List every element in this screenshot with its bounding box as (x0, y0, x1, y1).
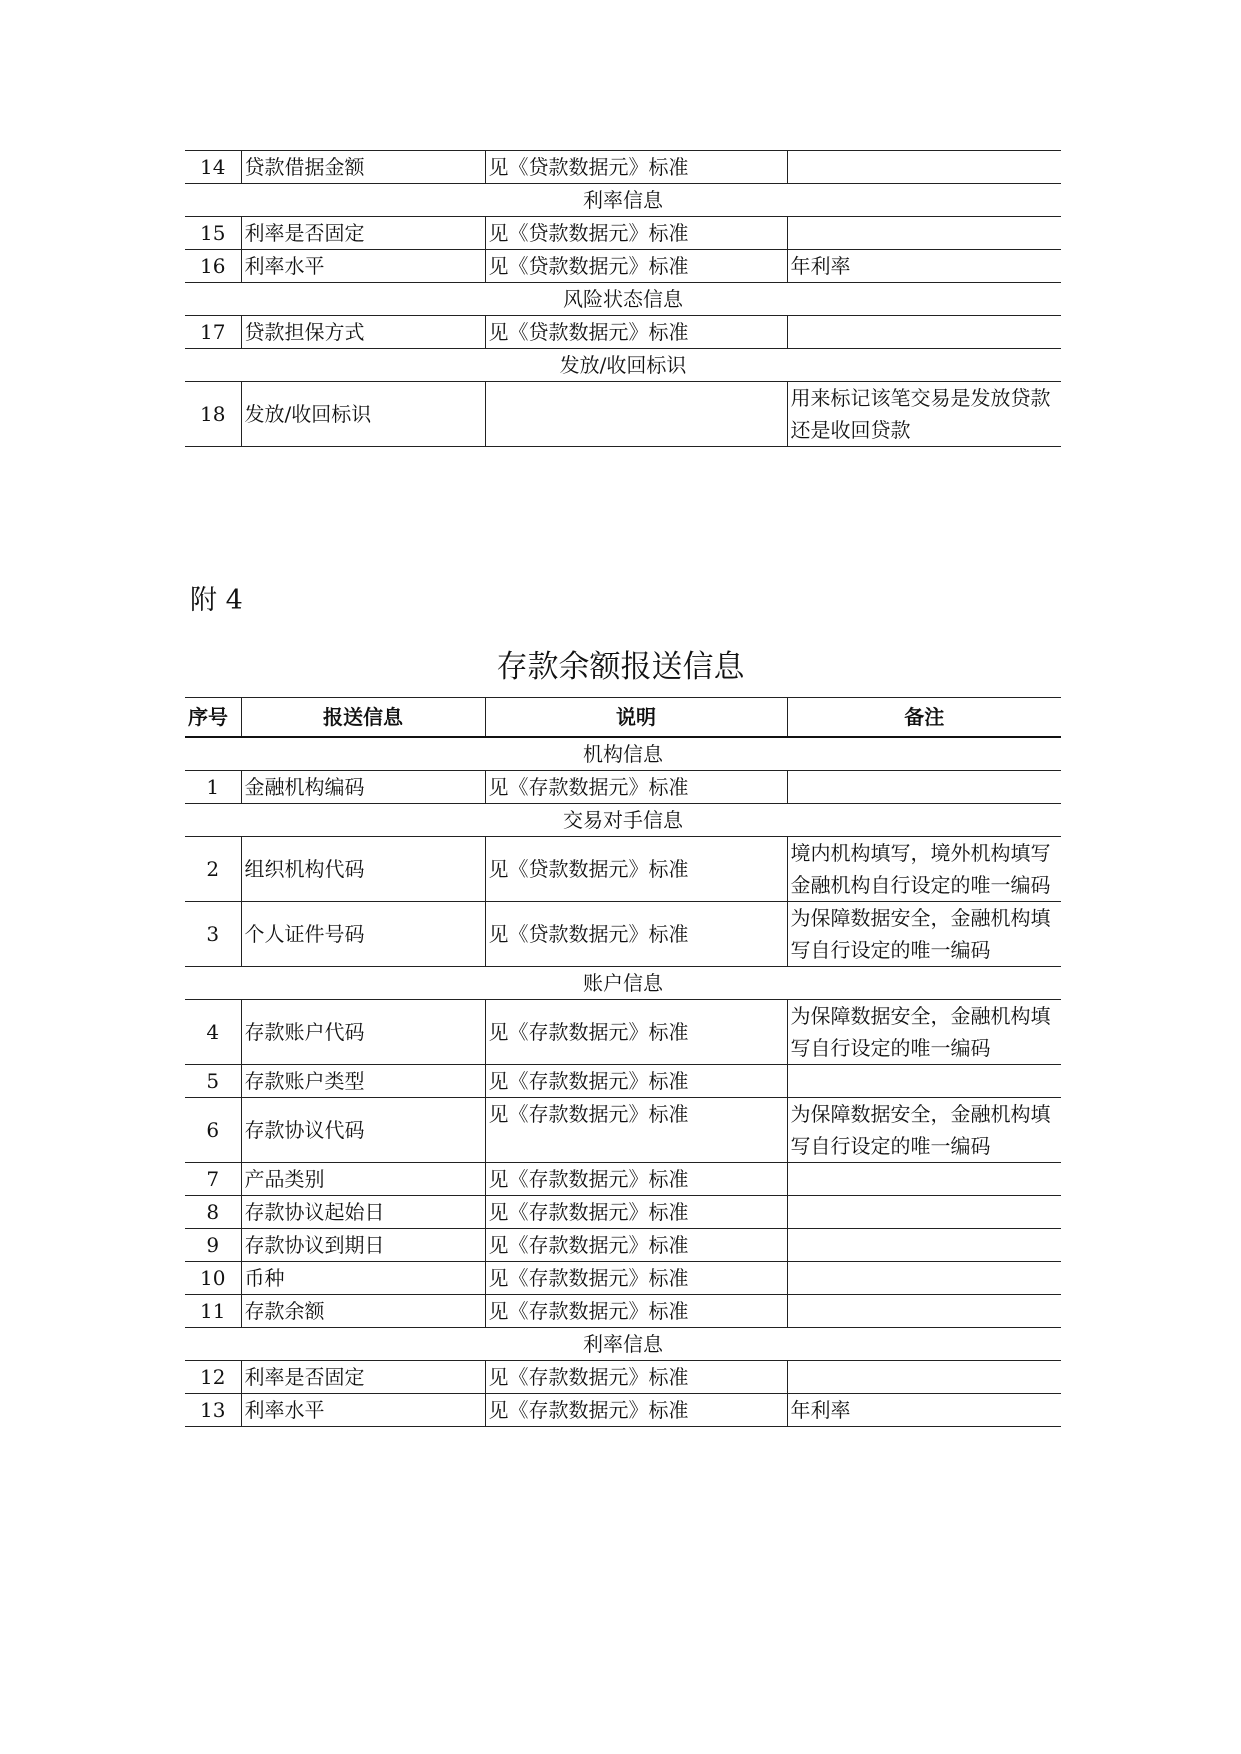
table-row (185, 1229, 1061, 1262)
row-info-name: 存款协议起始日 (241, 1196, 485, 1229)
table-row (185, 837, 1061, 902)
row-description: 见《贷款数据元》标准 (485, 151, 787, 184)
row-info-name: 金融机构编码 (241, 771, 485, 804)
header-seq: 序号 (185, 698, 241, 738)
row-note: 年利率 (787, 1394, 1061, 1427)
row-note: 为保障数据安全，金融机构填写自行设定的唯一编码 (787, 1000, 1061, 1065)
row-description: 见《贷款数据元》标准 (485, 837, 787, 902)
row-note (787, 1361, 1061, 1394)
row-info-name: 利率水平 (241, 250, 485, 283)
table-row (185, 1065, 1061, 1098)
row-number: 8 (185, 1196, 241, 1229)
row-note: 境内机构填写，境外机构填写金融机构自行设定的唯一编码 (787, 837, 1061, 902)
row-note: 为保障数据安全，金融机构填写自行设定的唯一编码 (787, 902, 1061, 967)
table-row (185, 902, 1061, 967)
row-description: 见《贷款数据元》标准 (485, 316, 787, 349)
section-label: 利率信息 (185, 184, 1061, 217)
row-number: 15 (185, 217, 241, 250)
section-row (185, 349, 1061, 382)
section-row (185, 737, 1061, 771)
row-note (787, 1229, 1061, 1262)
section-label: 交易对手信息 (185, 804, 1061, 837)
row-note: 用来标记该笔交易是发放贷款还是收回贷款 (787, 382, 1061, 447)
row-description: 见《存款数据元》标准 (485, 1295, 787, 1328)
row-description: 见《存款数据元》标准 (485, 1163, 787, 1196)
row-number: 13 (185, 1394, 241, 1427)
section-label: 账户信息 (185, 967, 1061, 1000)
row-info-name: 贷款担保方式 (241, 316, 485, 349)
appendix-label: 附 4 (190, 585, 243, 616)
row-info-name: 个人证件号码 (241, 902, 485, 967)
row-note: 为保障数据安全，金融机构填写自行设定的唯一编码 (787, 1098, 1061, 1163)
row-note (787, 1295, 1061, 1328)
row-description: 见《存款数据元》标准 (485, 1000, 787, 1065)
header-desc: 说明 (485, 698, 787, 738)
row-number: 14 (185, 151, 241, 184)
section-row (185, 1328, 1061, 1361)
row-number: 9 (185, 1229, 241, 1262)
row-description (485, 382, 787, 447)
row-info-name: 币种 (241, 1262, 485, 1295)
row-note (787, 217, 1061, 250)
row-info-name: 利率是否固定 (241, 1361, 485, 1394)
table-row (185, 1295, 1061, 1328)
row-info-name: 存款账户类型 (241, 1065, 485, 1098)
loan-info-table-continued (185, 150, 1061, 447)
section-label: 机构信息 (185, 737, 1061, 771)
row-info-name: 贷款借据金额 (241, 151, 485, 184)
row-note (787, 771, 1061, 804)
row-info-name: 存款协议到期日 (241, 1229, 485, 1262)
row-number: 10 (185, 1262, 241, 1295)
table-row (185, 771, 1061, 804)
row-number: 12 (185, 1361, 241, 1394)
table-row (185, 250, 1061, 283)
table-row (185, 1262, 1061, 1295)
table-row (185, 1361, 1061, 1394)
table-row (185, 217, 1061, 250)
row-description: 见《存款数据元》标准 (485, 1394, 787, 1427)
table-row (185, 382, 1061, 447)
row-description: 见《存款数据元》标准 (485, 1065, 787, 1098)
table-row (185, 1098, 1061, 1163)
row-description: 见《存款数据元》标准 (485, 1229, 787, 1262)
row-number: 1 (185, 771, 241, 804)
row-number: 6 (185, 1098, 241, 1163)
section-row (185, 967, 1061, 1000)
row-description: 见《存款数据元》标准 (485, 1098, 787, 1163)
row-description: 见《贷款数据元》标准 (485, 250, 787, 283)
row-description: 见《贷款数据元》标准 (485, 217, 787, 250)
row-description: 见《存款数据元》标准 (485, 1361, 787, 1394)
section-row (185, 184, 1061, 217)
section-row (185, 804, 1061, 837)
row-info-name: 利率是否固定 (241, 217, 485, 250)
row-number: 7 (185, 1163, 241, 1196)
row-note (787, 1065, 1061, 1098)
row-number: 17 (185, 316, 241, 349)
deposit-balance-table (185, 697, 1061, 1427)
row-note: 年利率 (787, 250, 1061, 283)
row-number: 3 (185, 902, 241, 967)
row-number: 5 (185, 1065, 241, 1098)
row-description: 见《存款数据元》标准 (485, 1262, 787, 1295)
row-info-name: 组织机构代码 (241, 837, 485, 902)
row-description: 见《存款数据元》标准 (485, 1196, 787, 1229)
section-row (185, 283, 1061, 316)
document-title: 存款余额报送信息 (496, 649, 745, 685)
row-info-name: 利率水平 (241, 1394, 485, 1427)
row-note (787, 1262, 1061, 1295)
header-note: 备注 (787, 698, 1061, 738)
table-header-row (185, 698, 1061, 738)
table-row (185, 1394, 1061, 1427)
row-number: 18 (185, 382, 241, 447)
row-number: 2 (185, 837, 241, 902)
row-number: 4 (185, 1000, 241, 1065)
row-info-name: 发放/收回标识 (241, 382, 485, 447)
row-description: 见《贷款数据元》标准 (485, 902, 787, 967)
row-note (787, 151, 1061, 184)
table-row (185, 1163, 1061, 1196)
row-info-name: 产品类别 (241, 1163, 485, 1196)
section-label: 发放/收回标识 (185, 349, 1061, 382)
section-label: 风险状态信息 (185, 283, 1061, 316)
row-description: 见《存款数据元》标准 (485, 771, 787, 804)
table-row (185, 316, 1061, 349)
section-label: 利率信息 (185, 1328, 1061, 1361)
table-row (185, 151, 1061, 184)
row-note (787, 1196, 1061, 1229)
row-info-name: 存款账户代码 (241, 1000, 485, 1065)
table-row (185, 1000, 1061, 1065)
header-info: 报送信息 (241, 698, 485, 738)
row-note (787, 1163, 1061, 1196)
row-note (787, 316, 1061, 349)
row-info-name: 存款余额 (241, 1295, 485, 1328)
row-number: 16 (185, 250, 241, 283)
row-number: 11 (185, 1295, 241, 1328)
row-info-name: 存款协议代码 (241, 1098, 485, 1163)
table-row (185, 1196, 1061, 1229)
